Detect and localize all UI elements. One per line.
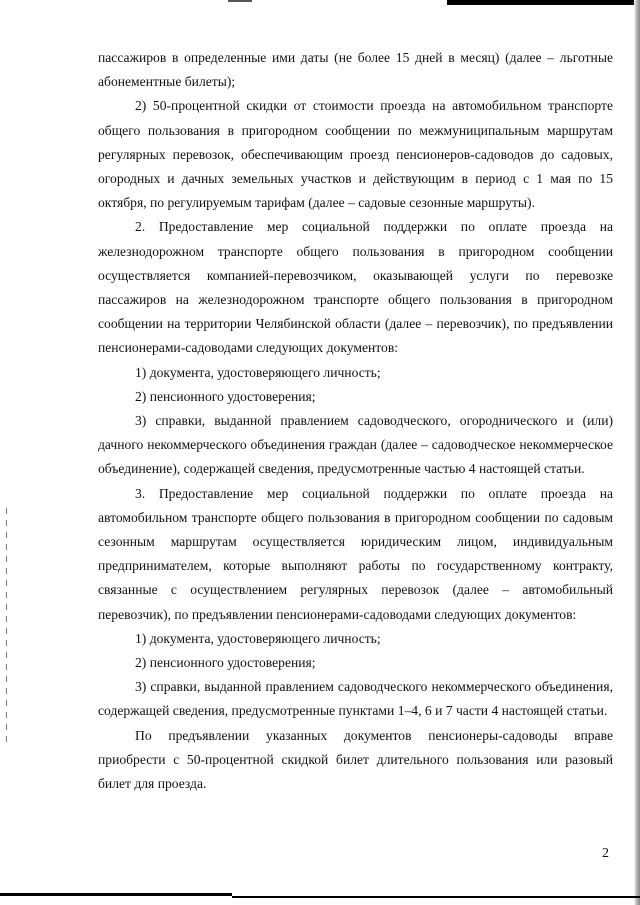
scan-artifact-top-left	[228, 0, 252, 2]
paragraph: 3) справки, выданной правлением садоводческого, огороднического и (или) дачного некоммерческого объединения граждан (далее – садоводческое некоммерческое объединение), содержащей сведения, предусмотренные частью 4 настоящей статьи.	[98, 413, 613, 477]
scan-artifact-bottom-right	[232, 896, 640, 898]
scan-artifact-top-right	[447, 0, 640, 5]
page-number: 2	[602, 846, 609, 861]
paragraph: 2. Предоставление мер социальной поддержки по оплате проезда на железнодорожном транспорте общего пользования в пригородном сообщении осуществляется компанией-перевозчиком, оказывающей услуги по перевозке пассажиров на железнодорожном транспорте общего пользования в пригородном сообщении на территории Челябинской области (далее – перевозчик), по предъявлении пенсионерами-садоводами следующих документов:	[98, 219, 613, 356]
document-body	[98, 46, 613, 796]
scan-artifact-right-edge	[634, 0, 640, 905]
paragraph: пассажиров в определенные ими даты (не более 15 дней в месяц) (далее – льготные абонементные билеты);	[98, 50, 613, 90]
paragraph: 2) пенсионного удостоверения;	[135, 655, 316, 671]
scan-artifact-bottom-left	[0, 893, 232, 896]
paragraph: 1) документа, удостоверяющего личность;	[135, 364, 381, 380]
paragraph: 1) документа, удостоверяющего личность;	[135, 630, 381, 646]
paragraph: 3. Предоставление мер социальной поддержки по оплате проезда на автомобильном транспорте общего пользования в пригородном сообщении по садовым сезонным маршрутам осуществляется юридическим лицом, индивидуальным предпринимателем, которые выполняют работы по государственному контракту, связанные с осуществлением регулярных перевозок (далее – автомобильный перевозчик), по предъявлении пенсионерами-садоводами следующих документов:	[98, 485, 613, 622]
paragraph: 2) 50-процентной скидки от стоимости проезда на автомобильном транспорте общего пользования в пригородном сообщении по межмуниципальным маршрутам регулярных перевозок, обеспечивающим проезд пенсионеров-садоводов до садовых, огородных и дачных земельных участков и действующим в период с 1 мая по 15 октября, по регулируемым тарифам (далее – садовые сезонные маршруты).	[98, 98, 613, 211]
paragraph: 3) справки, выданной правлением садоводческого некоммерческого объединения, содержащей сведения, предусмотренные пунктами 1–4, 6 и 7 части 4 настоящей статьи.	[98, 679, 613, 719]
paragraph: 2) пенсионного удостоверения;	[135, 388, 316, 404]
paragraph: По предъявлении указанных документов пенсионеры-садоводы вправе приобрести с 50-процентной скидкой билет длительного пользования или разовый билет для проезда.	[98, 727, 613, 792]
scan-artifact-left-edge	[6, 508, 7, 748]
